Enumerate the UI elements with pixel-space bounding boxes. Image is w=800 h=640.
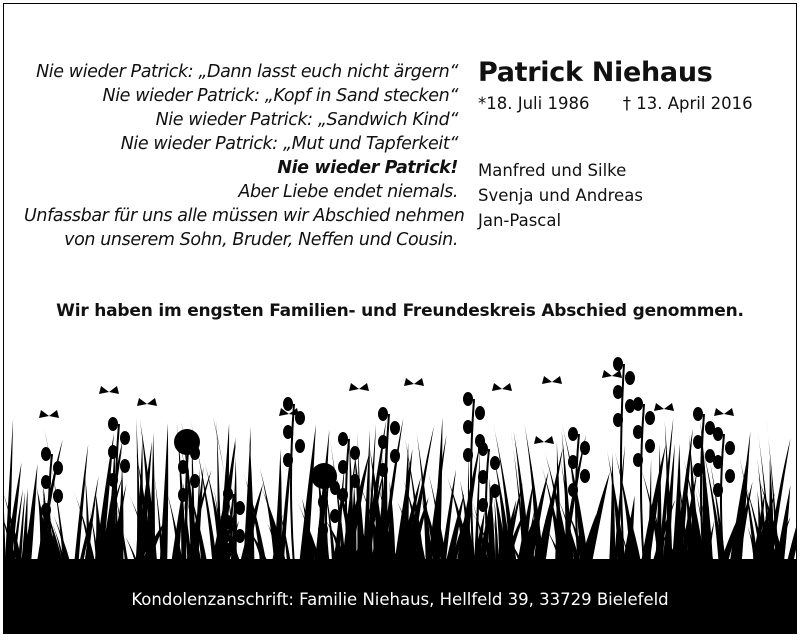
flower-bud: [463, 448, 473, 462]
poppy-head: [174, 429, 200, 455]
flower-bud: [350, 474, 360, 488]
flower-bud: [633, 425, 643, 439]
death-date: † 13. April 2016: [622, 94, 753, 113]
family-member: Manfred und Silke: [478, 161, 627, 180]
butterfly-icon: [349, 383, 369, 391]
flower-bud: [178, 488, 188, 502]
flower-bud: [223, 487, 233, 501]
flower-bud: [613, 357, 623, 371]
flower-bud: [318, 523, 328, 537]
flower-bud: [490, 456, 500, 470]
grass-blade: [609, 453, 615, 566]
poem-block: [24, 60, 465, 252]
butterfly-icon: [99, 386, 119, 394]
flower-bud: [108, 473, 118, 487]
flower-bud: [580, 469, 590, 483]
flower-bud: [580, 441, 590, 455]
poem-line: Nie wieder Patrick: „Kopf in Sand stecken“: [102, 86, 458, 106]
flower-bud: [338, 460, 348, 474]
flower-bud: [235, 529, 245, 543]
flower-bud: [108, 445, 118, 459]
flower-bud: [295, 439, 305, 453]
flower-bud: [283, 453, 293, 467]
condolence-address: Kondolenzanschrift: Familie Niehaus, Hellfeld 39, 33729 Bielefeld: [4, 583, 796, 633]
flower-bud: [53, 489, 63, 503]
flower-bud: [568, 455, 578, 469]
flower-bud: [223, 543, 233, 557]
flower-bud: [53, 461, 63, 475]
flower-bud: [693, 463, 703, 477]
flower-bud: [378, 407, 388, 421]
poem-line: von unserem Sohn, Bruder, Neffen und Cousin.: [64, 230, 458, 250]
flower-bud: [390, 449, 400, 463]
flower-bud: [633, 397, 643, 411]
butterfly-icon: [534, 436, 554, 444]
obituary-card: [3, 3, 797, 634]
flower-bud: [378, 463, 388, 477]
flower-bud: [318, 495, 328, 509]
poem-line-emphasis: Nie wieder Patrick!: [277, 158, 458, 178]
flower-bud: [350, 446, 360, 460]
flower-bud: [108, 417, 118, 431]
poem-line: Nie wieder Patrick: „Dann lasst euch nicht ärgern“: [36, 62, 458, 82]
flower-bud: [475, 406, 485, 420]
flower-bud: [625, 371, 635, 385]
family-list: [478, 158, 788, 233]
flower-bud: [613, 413, 623, 427]
butterfly-icon: [714, 408, 734, 416]
poem-line: Unfassbar für uns alle müssen wir Abschied nehmen: [24, 206, 465, 226]
butterfly-icon: [654, 403, 674, 411]
flower-bud: [693, 435, 703, 449]
family-member: Jan-Pascal: [478, 211, 562, 230]
flower-bud: [190, 474, 200, 488]
flower-bud: [235, 501, 245, 515]
life-dates: [478, 92, 788, 116]
butterfly-icon: [602, 370, 622, 378]
flower-bud: [568, 427, 578, 441]
flower-bud: [41, 447, 51, 461]
butterfly-icon: [137, 398, 157, 406]
flower-bud: [41, 475, 51, 489]
poem-line: Aber Liebe endet niemals.: [238, 182, 458, 202]
flower-bud: [41, 503, 51, 517]
flower-bud: [613, 385, 623, 399]
flower-bud: [390, 421, 400, 435]
deceased-name: Patrick Niehaus: [478, 57, 713, 88]
flower-bud: [713, 483, 723, 497]
flower-bud: [478, 442, 488, 456]
flower-bud: [338, 488, 348, 502]
poem-line: Nie wieder Patrick: „Sandwich Kind“: [155, 110, 458, 130]
flower-bud: [478, 470, 488, 484]
flower-bud: [120, 459, 130, 473]
flower-bud: [645, 411, 655, 425]
poppy-head: [311, 463, 337, 489]
flower-bud: [725, 469, 735, 483]
flower-bud: [713, 455, 723, 469]
butterfly-icon: [404, 378, 424, 386]
poem-line: Nie wieder Patrick: „Mut und Tapferkeit“: [120, 134, 458, 154]
butterfly-icon: [542, 376, 562, 384]
flower-bud: [283, 397, 293, 411]
flower-bud: [713, 427, 723, 441]
flower-bud: [490, 484, 500, 498]
family-member: Svenja und Andreas: [478, 186, 643, 205]
flower-bud: [568, 483, 578, 497]
flower-bud: [223, 515, 233, 529]
butterfly-icon: [39, 410, 59, 418]
grass-blade: [4, 472, 6, 566]
flower-bud: [633, 453, 643, 467]
flower-bud: [378, 435, 388, 449]
birth-date: *18. Juli 1986: [478, 94, 590, 113]
flower-bud: [693, 407, 703, 421]
flower-bud: [725, 441, 735, 455]
farewell-statement: Wir haben im engsten Familien- und Freundeskreis Abschied genommen.: [56, 301, 744, 321]
flower-bud: [645, 439, 655, 453]
flower-bud: [283, 425, 293, 439]
butterfly-icon: [492, 383, 512, 391]
deceased-block: [478, 56, 788, 233]
flower-bud: [330, 509, 340, 523]
flower-bud: [120, 431, 130, 445]
flower-bud: [178, 460, 188, 474]
meadow-silhouette: [4, 344, 796, 584]
flower-bud: [478, 498, 488, 512]
flower-bud: [463, 420, 473, 434]
flower-bud: [463, 392, 473, 406]
flower-bud: [338, 432, 348, 446]
grass-blade: [74, 444, 88, 566]
